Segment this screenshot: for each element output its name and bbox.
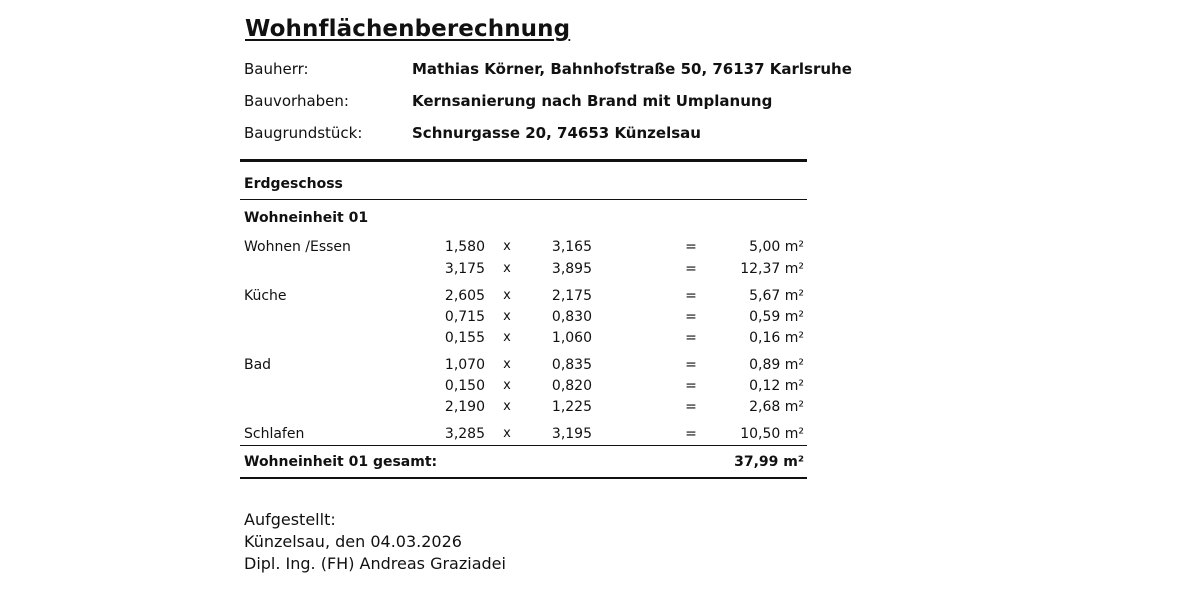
row-equals: = (685, 288, 697, 304)
unit-heading: Wohneinheit 01 (244, 210, 369, 226)
row-width: 0,835 (551, 357, 592, 373)
row-equals: = (685, 309, 697, 325)
row-times: x (503, 357, 511, 372)
table-row (0, 330, 1200, 350)
row-label: Küche (244, 288, 287, 304)
row-result: 12,37 m² (740, 261, 804, 277)
row-width: 0,820 (551, 378, 592, 394)
table-row (0, 239, 1200, 259)
row-times: x (503, 399, 511, 414)
row-times: x (503, 309, 511, 324)
row-length: 0,150 (444, 378, 485, 394)
row-length: 2,190 (444, 399, 485, 415)
table-row (0, 261, 1200, 281)
row-width: 3,195 (551, 426, 592, 442)
row-times: x (503, 426, 511, 441)
row-label: Bad (244, 357, 272, 373)
row-equals: = (685, 357, 697, 373)
row-result: 10,50 m² (740, 426, 804, 442)
meta-label-bauvorhaben: Bauvorhaben: (244, 92, 349, 110)
row-length: 1,580 (444, 239, 485, 255)
row-equals: = (685, 426, 697, 442)
row-length: 1,070 (444, 357, 485, 373)
footer-place-date: Künzelsau, den 04.03.2026 (244, 532, 462, 551)
row-result: 0,59 m² (749, 309, 804, 325)
row-result: 5,67 m² (749, 288, 804, 304)
meta-value-bauvorhaben: Kernsanierung nach Brand mit Umplanung (412, 92, 773, 110)
table-row (0, 288, 1200, 308)
row-equals: = (685, 261, 697, 277)
row-times: x (503, 330, 511, 345)
row-times: x (503, 239, 511, 254)
table-top-rule (240, 159, 807, 162)
row-equals: = (685, 239, 697, 255)
row-width: 1,225 (551, 399, 592, 415)
row-result: 2,68 m² (749, 399, 804, 415)
row-length: 3,285 (444, 426, 485, 442)
row-length: 0,715 (444, 309, 485, 325)
total-value: 37,99 m² (734, 454, 804, 470)
row-length: 0,155 (444, 330, 485, 346)
row-equals: = (685, 330, 697, 346)
meta-label-bauherr: Bauherr: (244, 60, 309, 78)
total-label: Wohneinheit 01 gesamt: (244, 454, 438, 470)
row-width: 3,895 (551, 261, 592, 277)
total-top-rule (240, 445, 807, 446)
meta-value-baugrundstueck: Schnurgasse 20, 74653 Künzelsau (412, 124, 701, 142)
row-length: 3,175 (444, 261, 485, 277)
footer-author: Dipl. Ing. (FH) Andreas Graziadei (244, 554, 506, 573)
row-result: 0,12 m² (749, 378, 804, 394)
row-times: x (503, 288, 511, 303)
row-label: Wohnen /Essen (244, 239, 351, 255)
table-row (0, 378, 1200, 398)
table-row (0, 357, 1200, 377)
row-width: 3,165 (551, 239, 592, 255)
row-result: 5,00 m² (749, 239, 804, 255)
row-result: 0,16 m² (749, 330, 804, 346)
row-width: 1,060 (551, 330, 592, 346)
row-times: x (503, 261, 511, 276)
row-width: 2,175 (551, 288, 592, 304)
row-times: x (503, 378, 511, 393)
footer-prepared: Aufgestellt: (244, 510, 336, 529)
row-equals: = (685, 399, 697, 415)
row-equals: = (685, 378, 697, 394)
table-row (0, 426, 1200, 446)
floor-heading: Erdgeschoss (244, 176, 343, 192)
row-width: 0,830 (551, 309, 592, 325)
meta-label-baugrundstueck: Baugrundstück: (244, 124, 363, 142)
table-row (0, 309, 1200, 329)
row-label: Schlafen (244, 426, 305, 442)
row-result: 0,89 m² (749, 357, 804, 373)
page-title: Wohnflächenberechnung (245, 16, 571, 42)
total-bottom-rule (240, 477, 807, 479)
meta-value-bauherr: Mathias Körner, Bahnhofstraße 50, 76137 Karlsruhe (412, 60, 852, 78)
row-length: 2,605 (444, 288, 485, 304)
table-row (0, 399, 1200, 419)
floor-rule (240, 199, 807, 200)
